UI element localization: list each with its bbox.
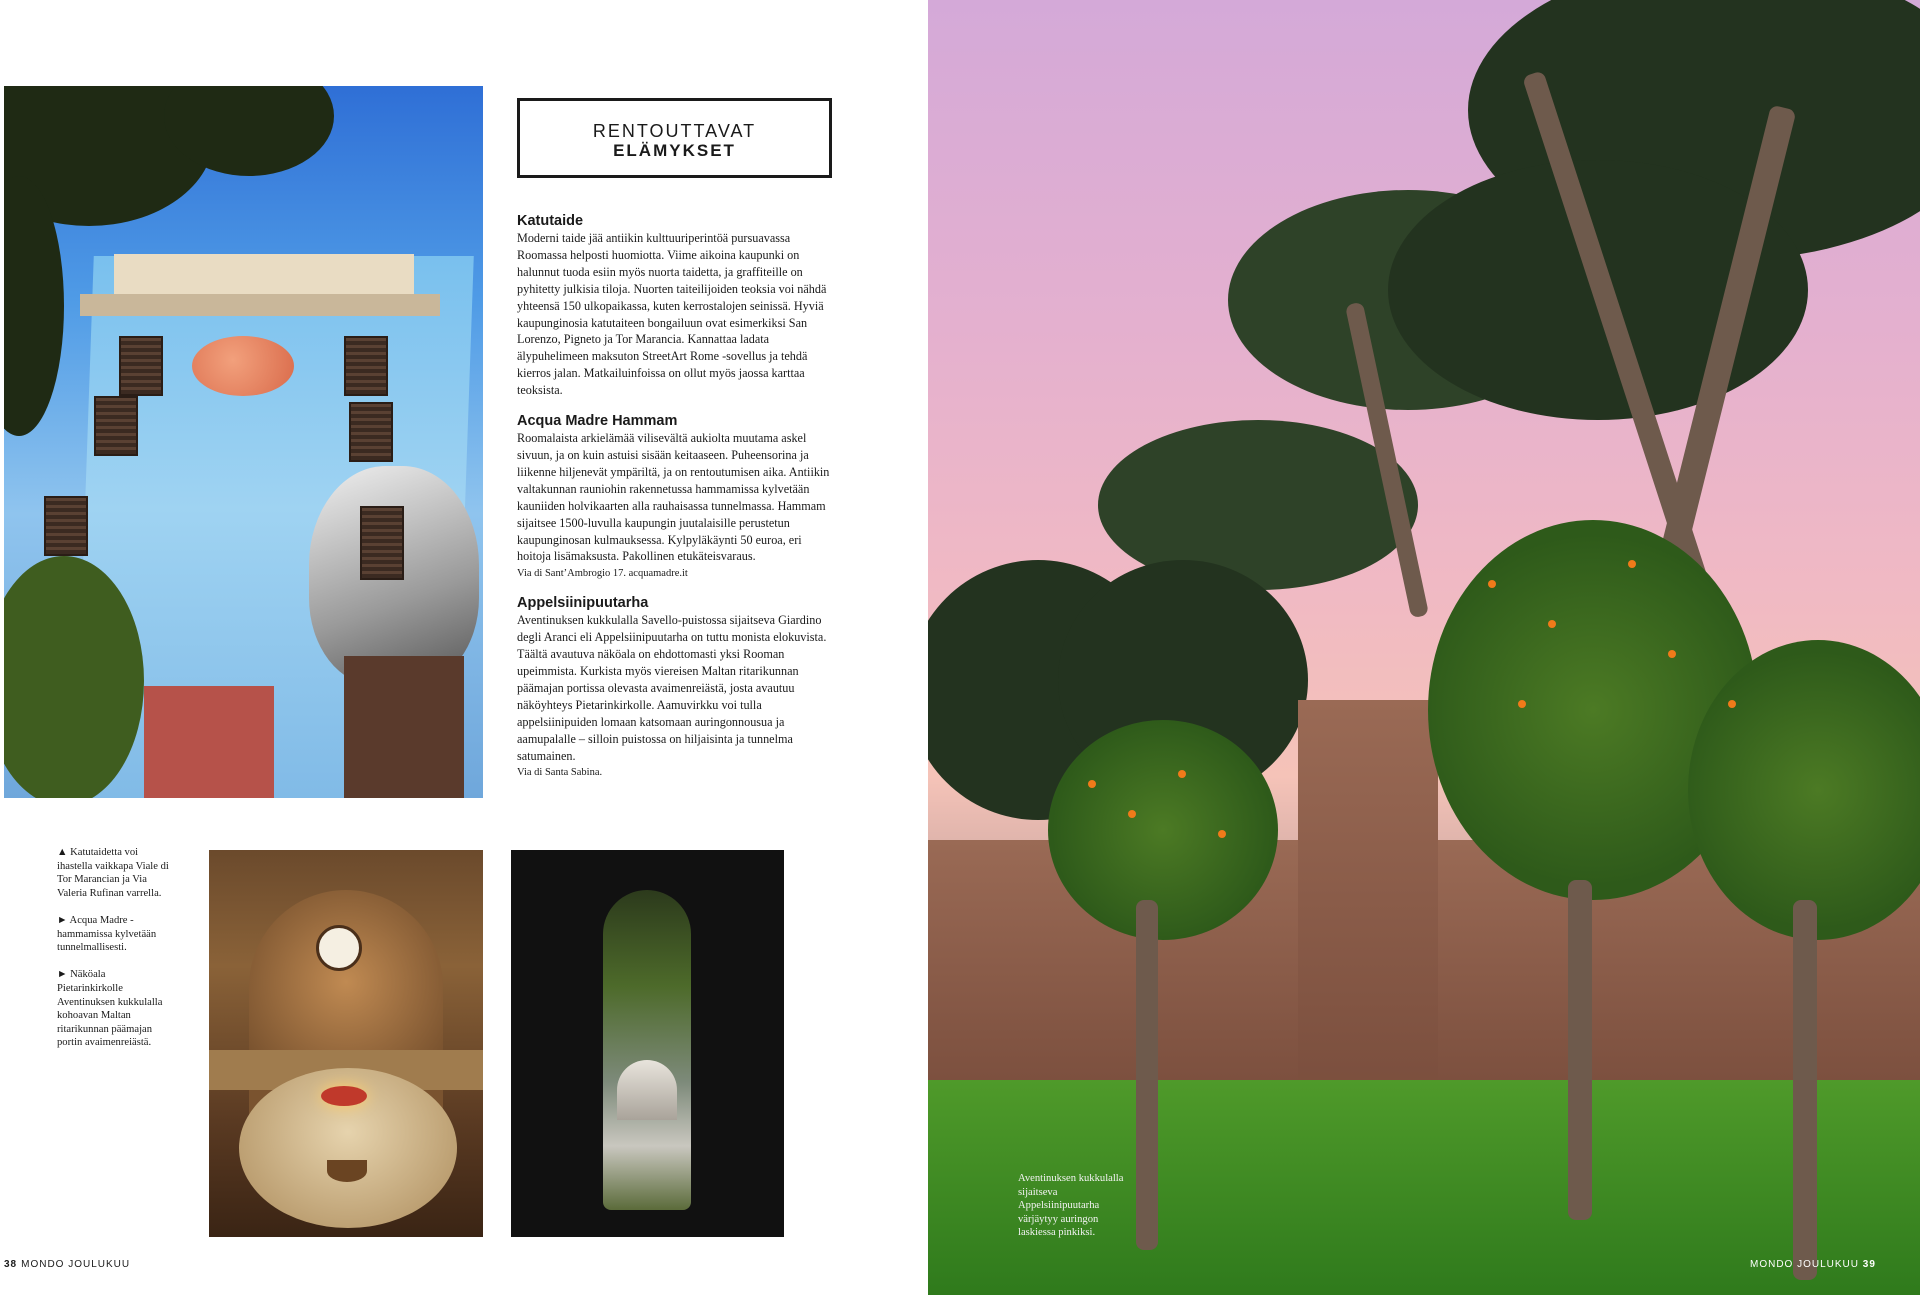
orange-fruit — [1178, 770, 1186, 778]
brick-tower — [1298, 700, 1438, 1100]
st-peters-dome — [617, 1060, 677, 1120]
orange-fruit — [1518, 700, 1526, 708]
photo-captions — [57, 846, 172, 1064]
folio-right — [1750, 1259, 1876, 1270]
hedge-tunnel — [603, 890, 691, 1210]
folio-left — [4, 1259, 130, 1270]
orange-fruit — [1628, 560, 1636, 568]
orange-fruit — [1128, 810, 1136, 818]
orange-fruit — [1088, 780, 1096, 788]
brown-house — [344, 656, 464, 798]
orange-tree-trunk — [1136, 900, 1158, 1250]
section-body: Roomalaista arkielämää vilisevältä aukiolta muutama askel sivuun, ja on kuin astuisi sisään keitaaseen. Puheensorina ja liikenne hiljenevät ympäriltä, ja on rentoutumisen aika. Antiikin valtakunnan rauniohin rakennetussa hammamissa kylvetään kauniiden holvikaarten alla rauhaisassa tunnelmassa. Hammam sijaitsee 1500-luvulla kaupungin juutalaisille perustetun kaupunginosan kulmauksessa. Kylpyläkäynti 50 euroa, eri hoitoja lisämaksusta. Pakollinen etukäteisvaraus. — [517, 431, 830, 564]
window-shutter — [44, 496, 88, 556]
section-hammam — [517, 412, 837, 581]
magazine-issue: MONDO JOULUKUU — [1750, 1259, 1860, 1270]
caption-hammam: ► Acqua Madre -hammamissa kylvetään tunnelmallisesti. — [57, 914, 157, 954]
orange-tree-trunk — [1568, 880, 1592, 1220]
orange-tree — [1048, 720, 1278, 940]
window-shutter — [94, 396, 138, 456]
section-street-art — [517, 212, 837, 399]
red-house — [144, 686, 274, 798]
section-heading: Katutaide — [517, 213, 584, 229]
section-heading: Acqua Madre Hammam — [517, 413, 678, 430]
orange-fruit — [1548, 620, 1556, 628]
orange-fruit — [1728, 700, 1736, 708]
candle-bowl — [321, 1086, 367, 1106]
page-number: 38 — [4, 1259, 18, 1270]
section-title-line-1: RENTOUTTAVAT — [592, 121, 757, 141]
orange-fruit — [1668, 650, 1676, 658]
building-roof — [114, 254, 414, 294]
building-ledge — [80, 294, 440, 316]
orange-garden-photo — [928, 0, 1920, 1295]
section-address: Via di Sant’Ambrogio 17. acquamadre.it — [517, 568, 688, 580]
section-address: Via di Santa Sabina. — [517, 767, 603, 779]
orange-fruit — [1218, 830, 1226, 838]
magazine-issue: MONDO JOULUKUU — [21, 1259, 131, 1270]
caption-garden: Aventinuksen kukkulalla sijaitseva Appelsiinipuutarha värjäytyy auringon laskiessa pinkiksi. — [1018, 1173, 1124, 1239]
round-window — [316, 925, 362, 971]
hammam-photo — [209, 850, 483, 1237]
mural-orange-orb — [192, 336, 294, 396]
caption-keyhole: ► Näköala Pietarinkirkolle Aventinuksen kukkulalla kohoavan Maltan ritarikunnan päämajan portin avaimenreiästä. — [57, 969, 163, 1049]
article-column — [517, 212, 837, 793]
street-art-photo — [4, 86, 483, 798]
window-shutter — [119, 336, 163, 396]
section-body: Aventinuksen kukkulalla Savello-puistossa sijaitseva Giardino degli Aranci eli Appelsiinipuutarha on tuttu monista elokuvista. Täältä avautuva näköala on ehdottomasti yksi Rooman upeimmista. Kurkista myös viereisen Maltan ritarikunnan päämajan portissa olevasta avaimenreiästä, josta avautuu näköyhteys Pietarinkirkolle. Aamuvirkku voi tulla appelsiinipuiden lomaan katsomaan auringonnousua ja aamupalalle – silloin puistossa on hiljaisinta ja tunnelma satumainen. — [517, 613, 827, 763]
bowl — [327, 1160, 367, 1182]
section-body: Moderni taide jää antiikin kulttuuriperintöä pursuavassa Roomassa helposti huomiotta. Viime aikoina kaupunki on halunnut tuoda esiin myös nuorta taidetta, ja graffiteille on pyhitetty julkisia tiloja. Nuorten taiteilijoiden teoksia voi nähdä yhteensä 150 ulkopaikassa, kuten kerrostalojen seinissä. Hyviä kaupunginosia katutaiteen bongailuun ovat esimerkiksi San Lorenzo, Pigneto ja Tor Marancia. Kannattaa ladata älypuhelimeen maksuton StreetArt Rome -sovellus ja tehdä kierros jalan. Matkailuinfoissa on ollut myös jaossa karttaa teoksista. — [517, 231, 827, 398]
section-title-line-2: ELÄMYKSET — [613, 141, 736, 160]
page-number: 39 — [1862, 1259, 1876, 1270]
window-shutter — [360, 506, 404, 580]
orange-tree-trunk — [1793, 900, 1817, 1280]
section-orange-garden — [517, 594, 837, 780]
section-title-box — [517, 98, 832, 178]
section-heading: Appelsiinipuutarha — [517, 595, 649, 612]
window-shutter — [344, 336, 388, 396]
keyhole-view-photo — [511, 850, 784, 1237]
caption-street-art: ▲ Katutaidetta voi ihastella vaikkapa Viale di Tor Marancian ja Via Valeria Rufinan varrella. — [57, 847, 169, 899]
orange-fruit — [1488, 580, 1496, 588]
window-shutter — [349, 402, 393, 462]
